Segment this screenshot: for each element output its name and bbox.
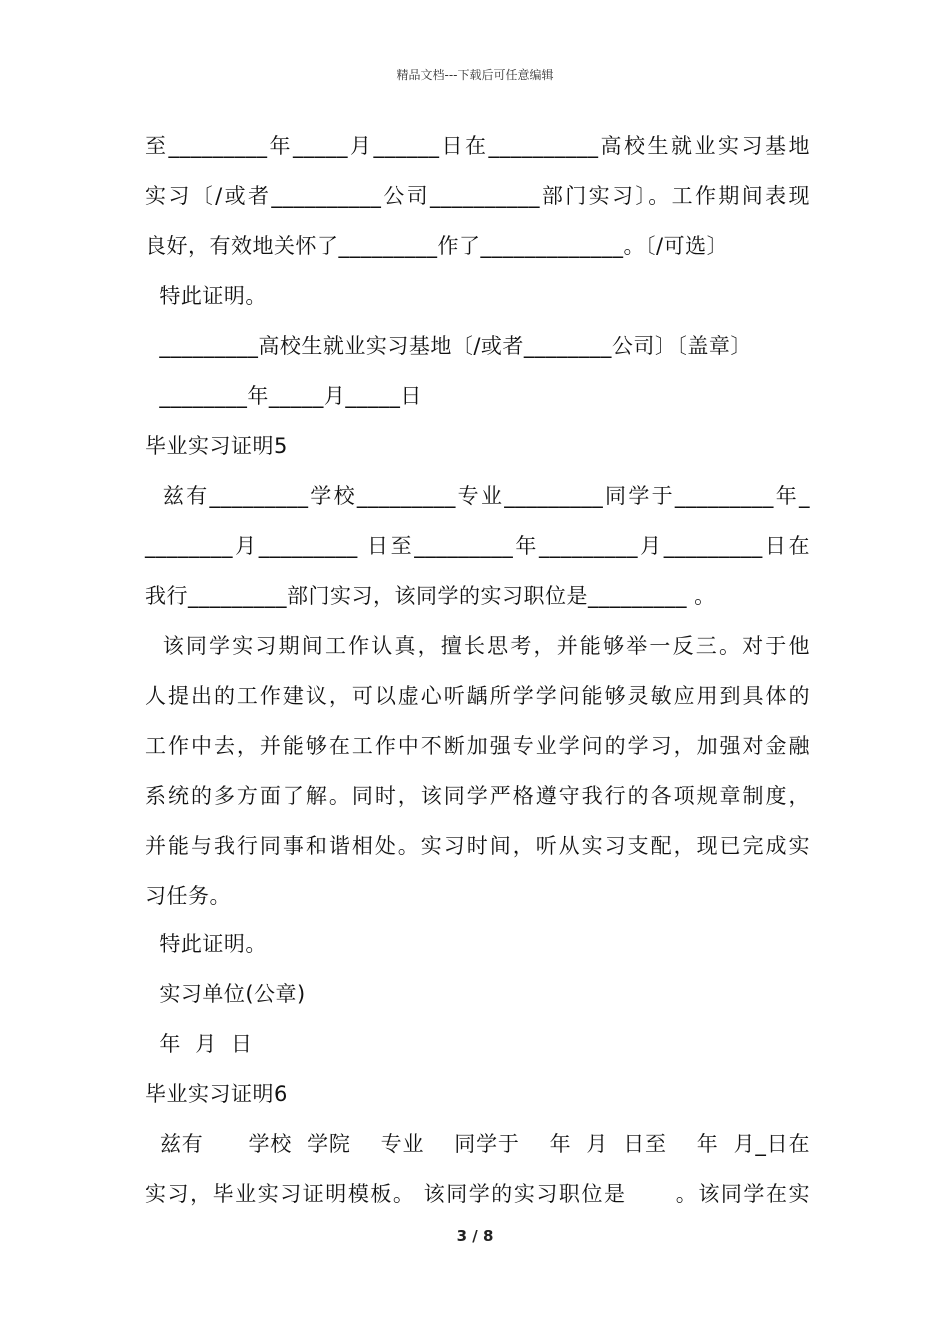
page-number: 3 / 8 [456,1227,494,1245]
body-line: 兹有_________学校_________专业_________同学于_________年_ [145,484,810,508]
body-line: 人提出的工作建议，可以虚心听龋所学学问能够灵敏应用到具体的 [145,684,810,708]
body-line: 习任务。 [145,884,231,908]
section-heading: 毕业实习证明6 [145,1082,288,1106]
body-line: ________月_________ 日至_________年_________月_________日在 [145,534,810,558]
body-line: 至_________年_____月______日在__________高校生就业实习基地 [145,134,810,158]
body-line: 特此证明。 [145,284,267,308]
page-header: 精品文档---下载后可任意编辑 [396,68,554,82]
body-line: 我行_________部门实习，该同学的实习职位是_________ 。 [145,584,716,608]
body-line: 实习〔/或者__________公司__________部门实习〕。工作期间表现 [145,184,810,208]
body-line: _________高校生就业实习基地〔/或者________公司〕〔盖章〕 [145,334,752,358]
body-line: 年 月 日 [145,1032,253,1056]
body-line: 实习单位(公章) [145,982,306,1006]
body-line: 良好，有效地关怀了_________作了_____________。〔/可选〕 [145,234,729,258]
body-line: ________年_____月_____日 [145,384,422,408]
body-line: 特此证明。 [145,932,267,956]
body-line: 实习，毕业实习证明模板。 该同学的实习职位是 。该同学在实 [145,1182,810,1206]
body-line: 该同学实习期间工作认真，擅长思考，并能够举一反三。对于他 [145,634,810,658]
body-line: 并能与我行同事和谐相处。实习时间，听从实习支配，现已完成实 [145,834,810,858]
body-line: 兹有 学校 学院 专业 同学于 年 月 日至 年 月_日在 [145,1132,810,1156]
body-line: 系统的多方面了解。同时，该同学严格遵守我行的各项规章制度， [145,784,810,808]
section-heading: 毕业实习证明5 [145,434,288,458]
body-line: 工作中去，并能够在工作中不断加强专业学问的学习，加强对金融 [145,734,810,758]
